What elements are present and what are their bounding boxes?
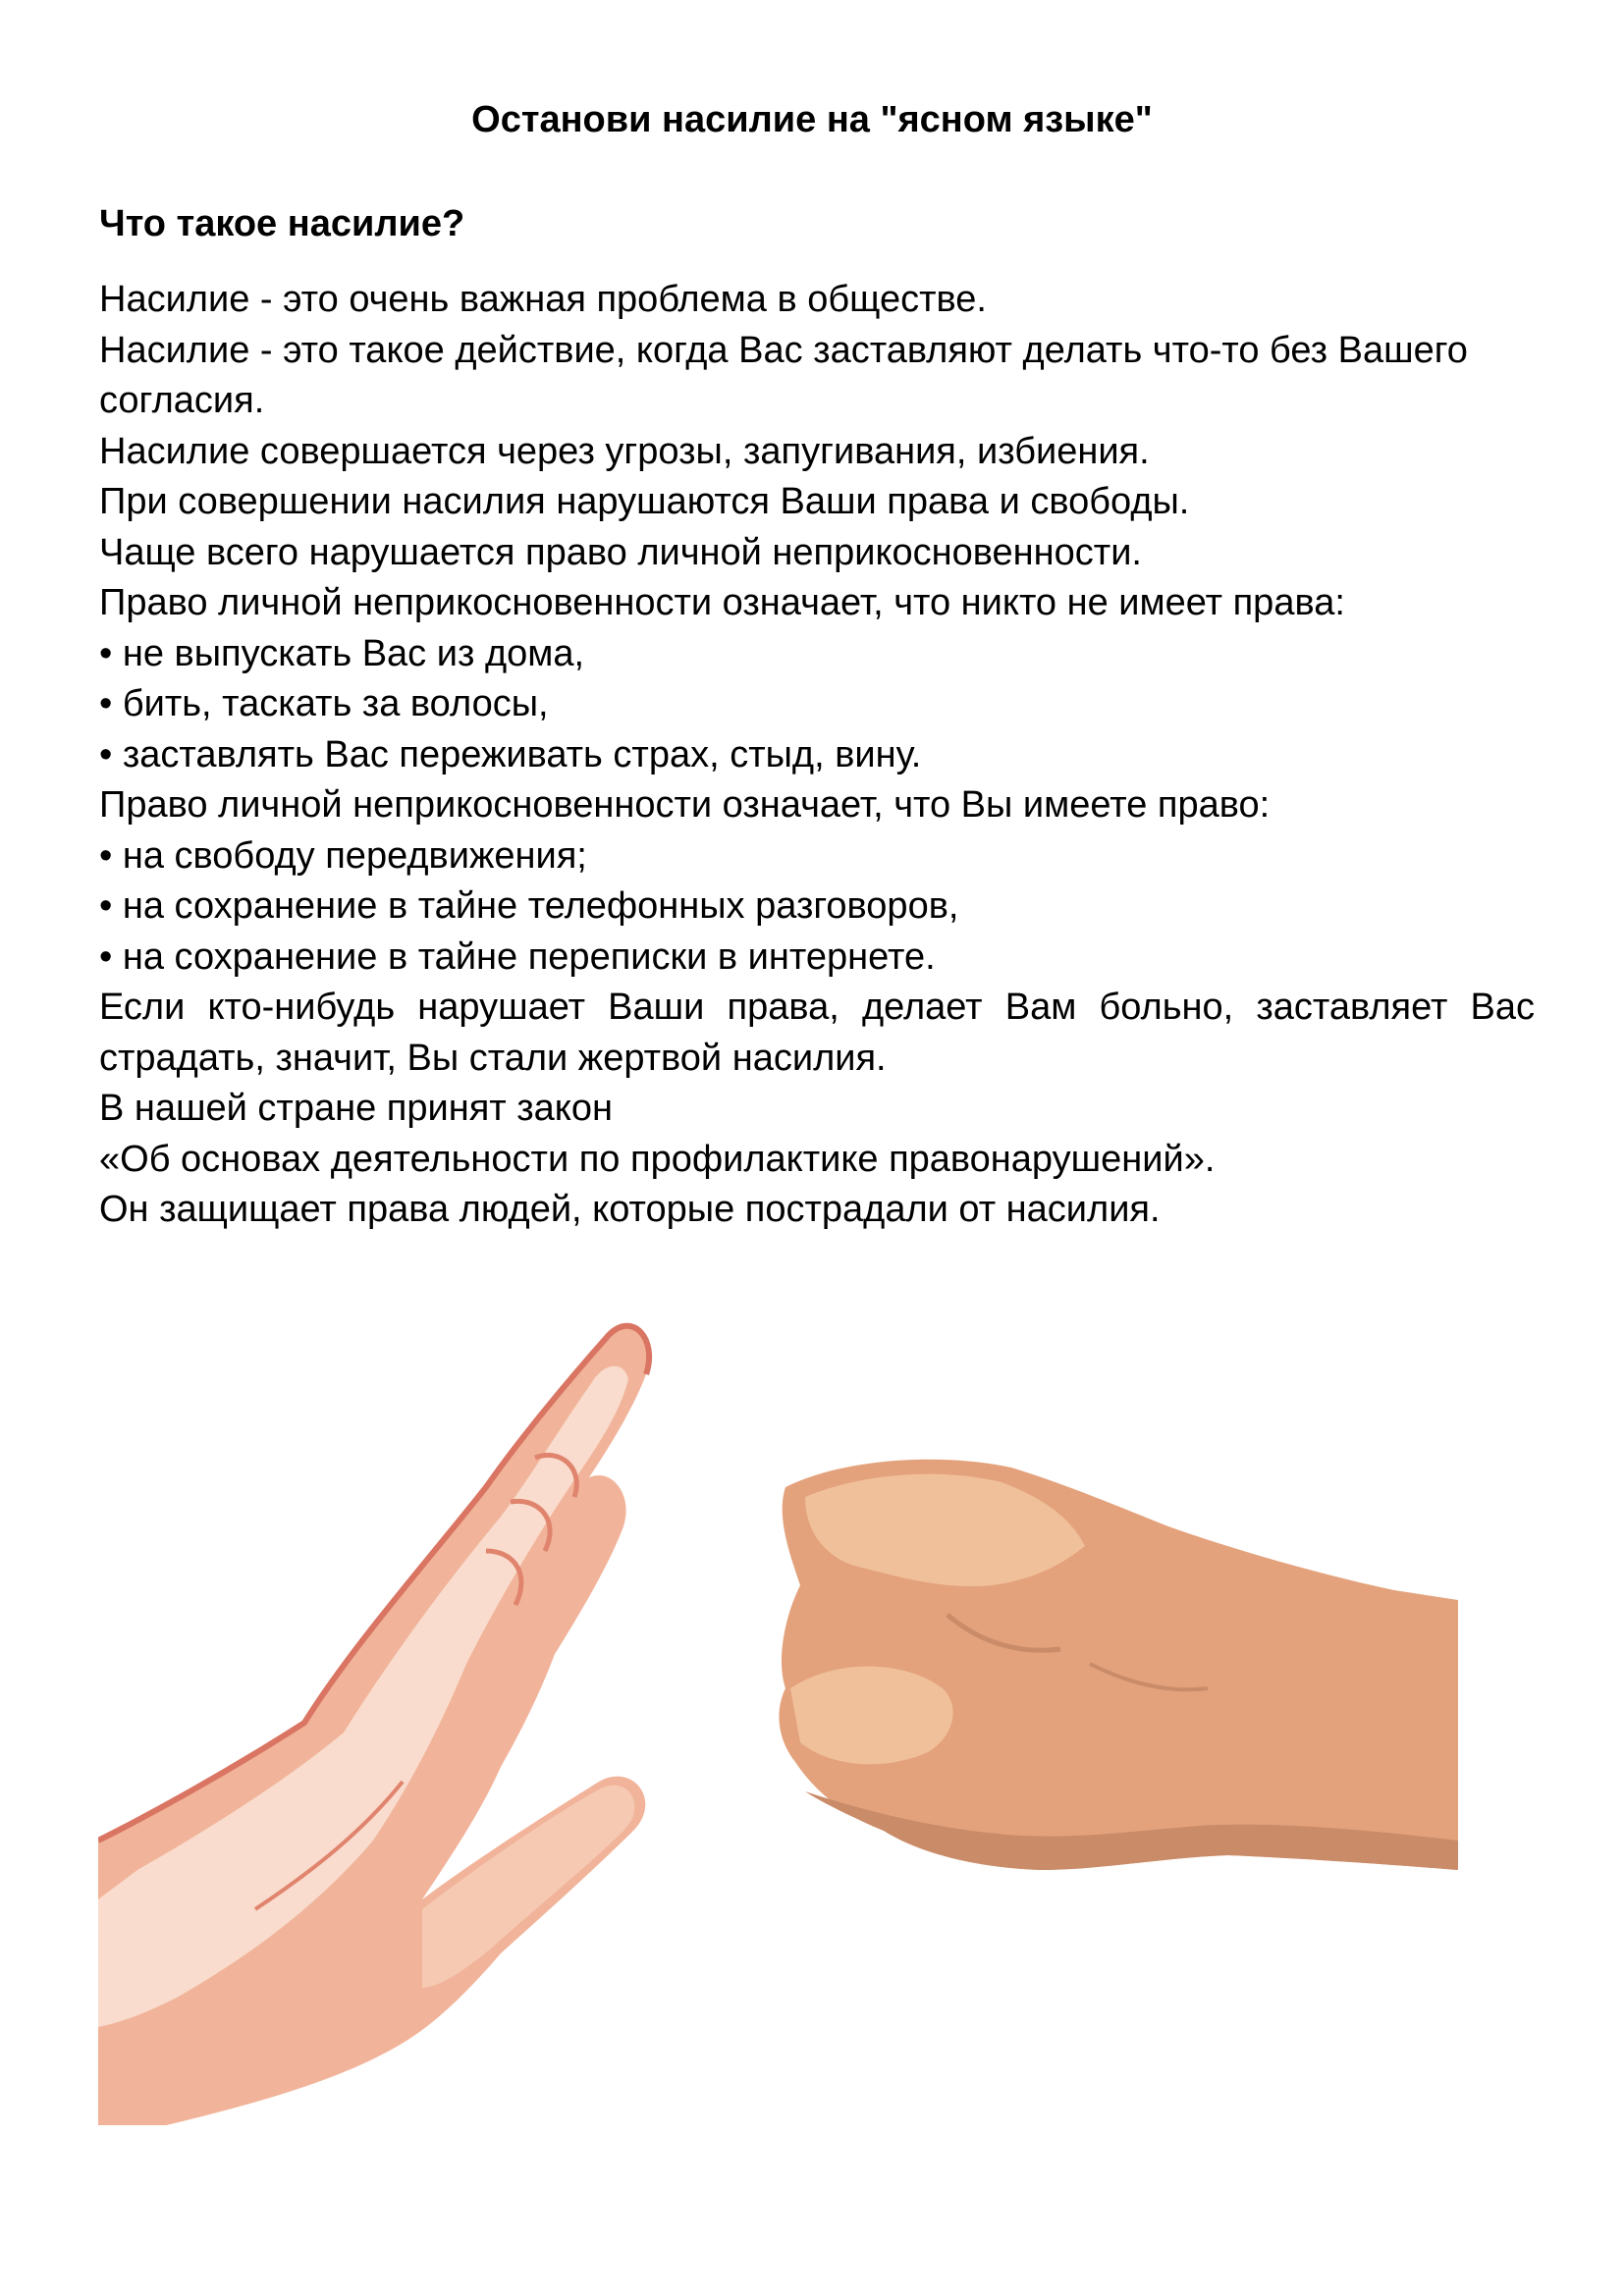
list-item: • на свободу передвижения; [99,834,587,877]
stop-hand-and-fist-illustration [98,1320,1463,2125]
section-heading: Что такое насилие? [99,203,465,244]
page-title: Останови насилие на "ясном языке" [471,99,1153,140]
paragraph: Право личной неприкосновенности означает, что никто не имеет права: [99,582,1345,623]
open-palm-icon [98,1326,649,2125]
fist-knuckle [790,1667,953,1765]
list-item: • заставлять Вас переживать страх, стыд, вину. [99,733,922,775]
body-text [99,275,1535,1236]
paragraph: Он защищает права людей, которые пострадали от насилия. [99,1189,1161,1230]
paragraph: Право личной неприкосновенности означает, что Вы имеете право: [99,784,1271,826]
paragraph: «Об основах деятельности по профилактике правонарушений». [99,1138,1216,1180]
list-item: • на сохранение в тайне переписки в интернете. [99,935,936,978]
paragraph: Чаще всего нарушается право личной неприкосновенности. [99,531,1142,573]
paragraph: Насилие - это очень важная проблема в обществе. [99,279,987,320]
list-item: • бить, таскать за волосы, [99,683,549,724]
paragraph: Если кто-нибудь нарушает Ваши права, делает Вам больно, заставляет Вас страдать, значит, Вы стали жертвой насилия. [99,987,1535,1079]
paragraph: В нашей стране принят закон [99,1088,613,1129]
list-item: • на сохранение в тайне телефонных разговоров, [99,885,959,927]
paragraph: Насилие совершается через угрозы, запугивания, избиения. [99,430,1150,472]
fist-icon [779,1460,1458,1870]
paragraph: При совершении насилия нарушаются Ваши права и свободы. [99,481,1190,522]
paragraph: Насилие - это такое действие, когда Вас заставляют делать что-то без Вашего согласия. [99,329,1468,421]
list-item: • не выпускать Вас из дома, [99,632,585,674]
